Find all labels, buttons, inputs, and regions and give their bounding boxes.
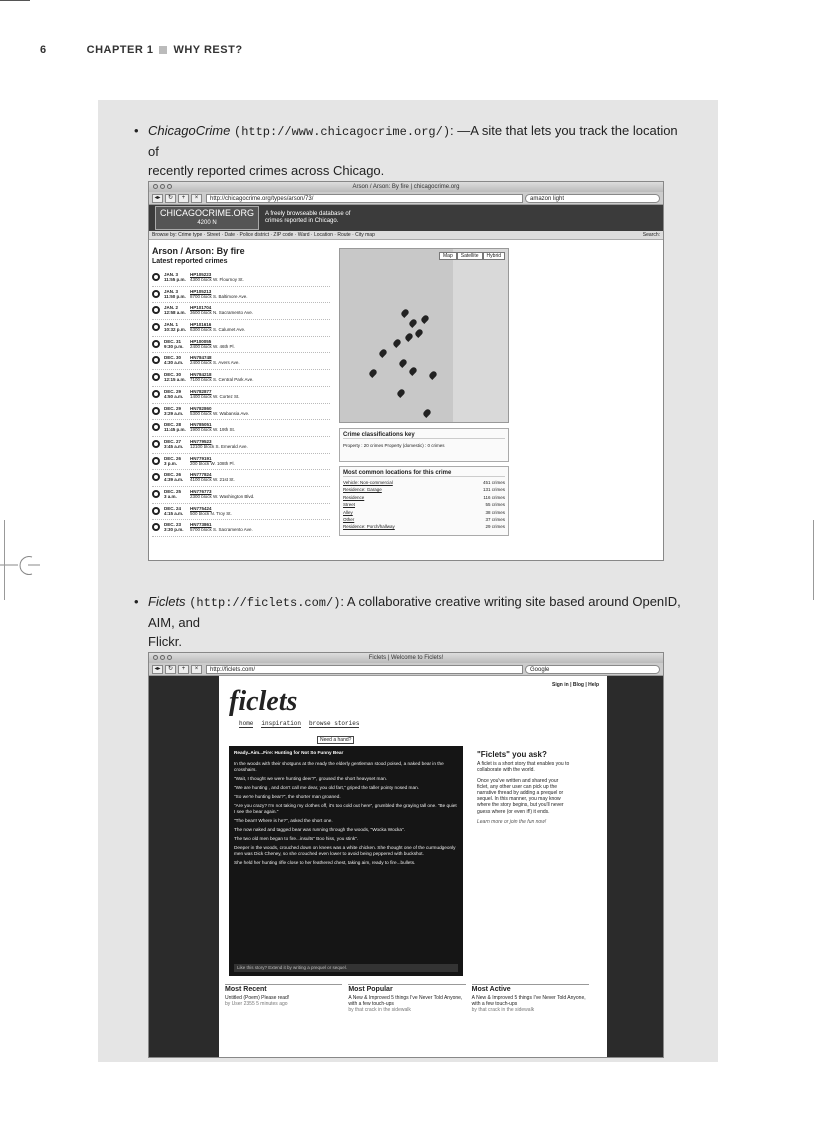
case-link[interactable]: HN782860 bbox=[190, 405, 212, 411]
crime-row[interactable] bbox=[152, 504, 330, 521]
map-type-button[interactable]: Map bbox=[439, 252, 457, 260]
browser-toolbar bbox=[149, 192, 663, 205]
story-paragraph: Deeper in the woods, crouched down on knees was a white chicken. She thought one of the curmudgeonly men was Dick Cheney, so she crouched even lower to avoid being peppered with buckshot. bbox=[234, 845, 456, 856]
case-link[interactable]: HN776773 bbox=[190, 488, 212, 494]
story-column bbox=[348, 984, 465, 1013]
back-icon[interactable]: ◂▸ bbox=[152, 665, 163, 674]
back-icon[interactable]: ◂▸ bbox=[152, 194, 163, 203]
search-field[interactable]: amazon light bbox=[525, 194, 660, 203]
column-byline: by User 2355 5 minutes ago bbox=[225, 1001, 288, 1007]
location-row bbox=[343, 509, 505, 516]
crime-info: HN784218 7100 block S. Central Park Ave. bbox=[190, 372, 254, 383]
crime-info: HN782877 1400 block W. Cortez St. bbox=[190, 388, 240, 399]
crime-date: JAN. 3 11:55 p.m. bbox=[164, 272, 186, 282]
case-link[interactable]: HN773861 bbox=[190, 522, 212, 528]
crime-row[interactable] bbox=[152, 470, 330, 487]
column-title: Most Active bbox=[471, 986, 511, 993]
browse-bar: Browse by: Crime type · Street · Date · Police district · ZIP code · Ward · Location · Route · City map Search: bbox=[149, 231, 663, 240]
margin-line bbox=[813, 520, 814, 600]
crime-info: HN779191 200 block W. 108th Pl. bbox=[190, 455, 235, 466]
crime-map[interactable] bbox=[339, 248, 509, 423]
crop-mark-icon bbox=[0, 548, 40, 588]
address-bar[interactable]: http://chicagocrime.org/types/arson/73/ bbox=[206, 194, 523, 203]
classification-key: Crime classifications key Property : 20 crimes Property (domestic) : 0 crimes bbox=[339, 428, 509, 462]
reload-icon[interactable]: ↻ bbox=[165, 194, 176, 203]
location-link[interactable]: Vehicle: Non-commercial bbox=[343, 480, 393, 485]
crime-info: HN779523 12100 block S. Emerald Ave. bbox=[190, 438, 248, 449]
crime-row[interactable] bbox=[152, 303, 330, 320]
top-rule bbox=[0, 0, 30, 1]
map-pin[interactable] bbox=[414, 328, 424, 338]
crime-row[interactable] bbox=[152, 404, 330, 421]
crime-info: HN782860 5300 block W. Wabansia Ave. bbox=[190, 405, 250, 416]
location-link[interactable]: Residence: Porch/hallway bbox=[343, 524, 395, 530]
case-link[interactable]: HP105213 bbox=[190, 288, 212, 294]
map-type-button[interactable]: Satellite bbox=[457, 252, 483, 260]
featured-story bbox=[229, 746, 463, 976]
crime-icon bbox=[152, 490, 160, 498]
story-paragraph: "Wait, I thought we were hunting deer?", groused the short heavyset man. bbox=[234, 776, 387, 781]
case-link[interactable]: HN784218 bbox=[190, 372, 212, 378]
crime-info: HP101616 6300 block S. Calumet Ave. bbox=[190, 322, 246, 333]
case-link[interactable]: HP100055 bbox=[190, 338, 212, 344]
case-link[interactable]: HN779191 bbox=[190, 455, 212, 461]
zoom-icon[interactable] bbox=[167, 655, 172, 660]
site-header bbox=[149, 205, 663, 231]
crime-icon bbox=[152, 473, 160, 481]
crime-date: JAN. 1 10:32 p.m. bbox=[164, 322, 187, 333]
story-column bbox=[225, 984, 342, 1013]
crime-date: DEC. 23 3:30 p.m. bbox=[164, 522, 184, 533]
crime-date: DEC. 26 4:39 a.m. bbox=[164, 472, 184, 483]
crime-row[interactable] bbox=[152, 387, 330, 404]
crime-info: HN784748 2400 block S. Avers Ave. bbox=[190, 355, 240, 366]
location-link[interactable]: Residence: Garage bbox=[343, 487, 382, 493]
about-box: "Ficlets" you ask? A ficlet is a short story that enables you to collaborate with the world. Once you've written and shared your ficlet, any other user can pick up the narrative thread by adding a prequel or sequel. In this manner, you may know where the story begins, but you'll never guess where (or even if!) it ends. Learn more or join the fun now! bbox=[477, 750, 570, 825]
crime-row[interactable] bbox=[152, 337, 330, 354]
crime-row[interactable] bbox=[152, 270, 330, 287]
story-column bbox=[472, 984, 589, 1013]
site-name: Ficlets bbox=[148, 594, 186, 609]
location-count: 55 crimes bbox=[485, 502, 505, 508]
map-pin[interactable] bbox=[408, 318, 418, 328]
chicagocrime-screenshot bbox=[148, 181, 664, 561]
location-row bbox=[343, 501, 505, 508]
map-pin[interactable] bbox=[420, 314, 430, 324]
search-field[interactable]: Google bbox=[525, 665, 660, 674]
location-count: 38 crimes bbox=[485, 509, 505, 515]
location-row bbox=[343, 516, 505, 523]
crime-date: DEC. 28 11:45 p.m. bbox=[164, 422, 186, 433]
crime-info: HN777824 4100 block W. 21st St. bbox=[190, 472, 235, 483]
story-paragraph: She held her hunting rifle close to her feathered chest, taking aim, ready to fire...bullets. bbox=[234, 860, 416, 865]
crime-info: HP100055 2400 block W. 46th Pl. bbox=[190, 338, 235, 349]
crime-info: HP101704 3600 block N. Sacramento Ave. bbox=[190, 305, 253, 316]
tagline: A freely browseable database of crimes reported in Chicago. bbox=[265, 211, 351, 224]
crime-icon bbox=[152, 390, 160, 398]
column-byline: by that crack in the sidewalk bbox=[348, 1007, 411, 1013]
common-locations: Most common locations for this crime Vehicle: Non-commercial 451 crimes Residence: Garage 131 crimes Residence 116 crimes Street 55 crimes Alley 38 crimes Other 37 crimes Residence: Porch/hallway 29 crimes bbox=[339, 466, 509, 536]
crime-list bbox=[152, 270, 330, 537]
column-title: Most Popular bbox=[348, 986, 393, 993]
location-row bbox=[343, 523, 505, 530]
column-story-link[interactable]: Untitled (Poem) Please read! bbox=[225, 995, 290, 1001]
crime-icon bbox=[152, 323, 160, 331]
map-pin[interactable] bbox=[378, 348, 388, 358]
crime-icon bbox=[152, 523, 160, 531]
margin-line bbox=[4, 520, 5, 600]
map-pin[interactable] bbox=[422, 408, 432, 418]
crime-icon bbox=[152, 507, 160, 515]
crime-date: DEC. 29 4:50 a.m. bbox=[164, 388, 184, 399]
location-count: 451 crimes bbox=[482, 480, 505, 485]
crime-info: HN785051 1900 block W. 19th St. bbox=[190, 422, 236, 433]
site-logo[interactable]: ficlets bbox=[229, 686, 298, 717]
crime-info: HN776773 2300 block W. Washington Blvd. bbox=[190, 488, 255, 499]
crime-icon bbox=[152, 340, 160, 348]
site-url[interactable]: (http://ficlets.com/) bbox=[189, 596, 341, 610]
page-content bbox=[149, 240, 663, 533]
crime-row[interactable] bbox=[152, 370, 330, 387]
section-title: Latest reported crimes bbox=[152, 258, 228, 265]
map-pin[interactable] bbox=[400, 308, 410, 318]
crime-row[interactable] bbox=[152, 437, 330, 454]
bullet-icon: • bbox=[134, 123, 139, 138]
location-count: 116 crimes bbox=[483, 494, 505, 500]
crime-icon bbox=[152, 290, 160, 298]
crime-date: DEC. 30 12:15 a.m. bbox=[164, 372, 186, 383]
add-icon[interactable]: + bbox=[178, 665, 189, 674]
crime-date: JAN. 2 12:58 a.m. bbox=[164, 305, 186, 316]
story-paragraph: "We are hunting , and don't call me dear, you old fart," griped the taller pointy nosed man. bbox=[234, 785, 419, 790]
case-link[interactable]: HP101616 bbox=[190, 322, 212, 328]
column-story-link[interactable]: A New & Improved 5 things I've Never Told Anyone, with a few touch-ups bbox=[348, 995, 463, 1007]
case-link[interactable]: HN784748 bbox=[190, 355, 212, 361]
location-link[interactable]: Street bbox=[343, 502, 356, 508]
location-row bbox=[343, 486, 505, 493]
page-content bbox=[149, 676, 663, 1057]
nav-tabs bbox=[239, 720, 359, 728]
site-name: ChicagoCrime bbox=[148, 123, 231, 138]
location-count: 37 crimes bbox=[485, 517, 505, 523]
crime-date: DEC. 26 3 p.m. bbox=[164, 455, 182, 466]
top-nav[interactable]: Sign in | Blog | Help bbox=[552, 682, 599, 688]
location-link[interactable]: Other bbox=[343, 517, 355, 523]
case-link[interactable]: HN775424 bbox=[190, 505, 212, 511]
crime-row[interactable] bbox=[152, 454, 330, 471]
map-pin[interactable] bbox=[404, 332, 414, 342]
crime-row[interactable] bbox=[152, 487, 330, 504]
crime-date: DEC. 25 3 a.m. bbox=[164, 488, 182, 499]
ficlets-screenshot bbox=[148, 652, 664, 1058]
bullet-icon: • bbox=[134, 594, 139, 609]
learn-more-link[interactable]: Learn more or join the fun now! bbox=[477, 818, 547, 825]
map-type-button[interactable]: Hybrid bbox=[483, 252, 505, 260]
location-count: 29 crimes bbox=[485, 524, 505, 530]
crime-row[interactable] bbox=[152, 320, 330, 337]
location-link[interactable]: Alley bbox=[343, 509, 353, 515]
square-icon bbox=[159, 46, 167, 54]
story-title[interactable]: Ready..Aim...Fire: Hunting for Not So Funny Bear bbox=[234, 750, 344, 755]
add-icon[interactable]: + bbox=[178, 194, 189, 203]
story-paragraph: "So we're hunting bear?", the shorter man groaned. bbox=[234, 794, 341, 799]
crime-icon bbox=[152, 306, 160, 314]
crime-info: HP105223 4300 block W. Flournoy St. bbox=[190, 272, 244, 282]
case-link[interactable]: HN785051 bbox=[190, 422, 212, 428]
story-footer[interactable]: Like this story? Extend it by writing a prequel or sequel. bbox=[234, 964, 458, 972]
case-link[interactable]: HN782877 bbox=[190, 388, 212, 394]
crime-icon bbox=[152, 407, 160, 415]
crime-info: HN773861 5700 block S. Sacramento Ave. bbox=[190, 522, 253, 533]
crime-row[interactable] bbox=[152, 520, 330, 537]
story-paragraph: In the woods with their shotguns at the ready the elderly gentleman stood poised, a naked bear in the crosshairs. bbox=[234, 761, 444, 772]
close-icon[interactable] bbox=[153, 184, 158, 189]
location-row bbox=[343, 479, 505, 486]
story-paragraph: The now naked and tagged bear was running through the woods, "Wocka Wocka". bbox=[234, 827, 405, 832]
column-story-link[interactable]: A New & Improved 5 things I've Never Told Anyone, with a few touch-ups bbox=[471, 995, 586, 1007]
crime-icon bbox=[152, 273, 160, 281]
case-link[interactable]: HN777824 bbox=[190, 472, 212, 478]
bullet-ficlets: • Ficlets (http://ficlets.com/): A collaborative creative writing site based around OpenID, AIM, and Flickr. bbox=[134, 594, 681, 649]
page-number: 6 bbox=[40, 44, 47, 56]
column-title: Most Recent bbox=[225, 986, 267, 993]
location-row bbox=[343, 494, 505, 501]
map-pin[interactable] bbox=[368, 368, 378, 378]
crime-info: HN775424 500 block N. Troy St. bbox=[190, 505, 232, 516]
case-link[interactable]: HN779523 bbox=[190, 438, 212, 444]
location-count: 131 crimes bbox=[482, 487, 505, 493]
nav-tab[interactable]: inspiration bbox=[261, 720, 302, 727]
site-url[interactable]: (http://www.chicagocrime.org/) bbox=[234, 125, 451, 139]
crime-row[interactable] bbox=[152, 420, 330, 437]
crime-icon bbox=[152, 423, 160, 431]
nav-tab[interactable]: home bbox=[239, 720, 254, 727]
window-titlebar: Arson / Arson: By fire | chicagocrime.org bbox=[149, 182, 663, 192]
page-title: Arson / Arson: By fire bbox=[152, 246, 245, 256]
story-paragraph: The two old men began to fire...insults" Boo hiss, you stink". bbox=[234, 836, 359, 841]
crime-info: HP105213 8700 block S. Baltimore Ave. bbox=[190, 288, 248, 299]
stop-icon[interactable]: × bbox=[191, 665, 202, 674]
story-paragraph: "The bear!! Where is he?", asked the short one. bbox=[234, 818, 333, 823]
crime-icon bbox=[152, 356, 160, 364]
map-pin[interactable] bbox=[396, 388, 406, 398]
story-paragraph: "Are you crazy? I'm not taking my clothes off, it's too cold out here", grumbled the graying tall one. "Be quiet I see the bear again." bbox=[234, 803, 457, 814]
location-link[interactable]: Residence bbox=[343, 494, 365, 500]
site-logo[interactable]: CHICAGOCRIME.ORG 4200 N bbox=[155, 206, 259, 230]
crime-icon bbox=[152, 440, 160, 448]
address-bar[interactable]: http://ficlets.com/ bbox=[206, 665, 523, 674]
case-link[interactable]: HP101704 bbox=[190, 305, 212, 311]
crime-icon bbox=[152, 373, 160, 381]
minimize-icon[interactable] bbox=[160, 184, 165, 189]
help-button[interactable]: Need a hand? bbox=[317, 736, 354, 744]
map-pin[interactable] bbox=[398, 358, 408, 368]
close-icon[interactable] bbox=[153, 655, 158, 660]
map-pin[interactable] bbox=[428, 370, 438, 380]
crime-date: DEC. 27 3:45 a.m. bbox=[164, 438, 184, 449]
crime-date: DEC. 30 4:30 a.m. bbox=[164, 355, 184, 366]
bullet-chicagocrime: • ChicagoCrime (http://www.chicagocrime.org/): —A site that lets you track the location of recently reported crimes across Chicago. bbox=[134, 123, 678, 178]
crime-date: DEC. 29 3:29 a.m. bbox=[164, 405, 184, 416]
reload-icon[interactable]: ↻ bbox=[165, 665, 176, 674]
window-titlebar: Ficlets | Welcome to Ficlets! bbox=[149, 653, 663, 663]
stop-icon[interactable]: × bbox=[191, 194, 202, 203]
map-pin[interactable] bbox=[408, 366, 418, 376]
crime-date: DEC. 31 9:30 p.m. bbox=[164, 338, 184, 349]
case-link[interactable]: HP105223 bbox=[190, 272, 212, 277]
story-columns bbox=[225, 984, 589, 1013]
map-pin[interactable] bbox=[392, 338, 402, 348]
crime-icon bbox=[152, 457, 160, 465]
nav-tab[interactable]: browse stories bbox=[309, 720, 360, 727]
chapter-title: CHAPTER 1 WHY REST? bbox=[86, 44, 243, 56]
zoom-icon[interactable] bbox=[167, 184, 172, 189]
running-head bbox=[40, 44, 243, 56]
crime-row[interactable] bbox=[152, 287, 330, 304]
column-byline: by that crack in the sidewalk bbox=[471, 1007, 535, 1013]
browser-toolbar bbox=[149, 663, 663, 676]
minimize-icon[interactable] bbox=[160, 655, 165, 660]
crime-date: JAN. 3 11:50 p.m. bbox=[164, 288, 186, 299]
crime-row[interactable] bbox=[152, 353, 330, 370]
crime-date: DEC. 24 4:15 a.m. bbox=[164, 505, 184, 516]
